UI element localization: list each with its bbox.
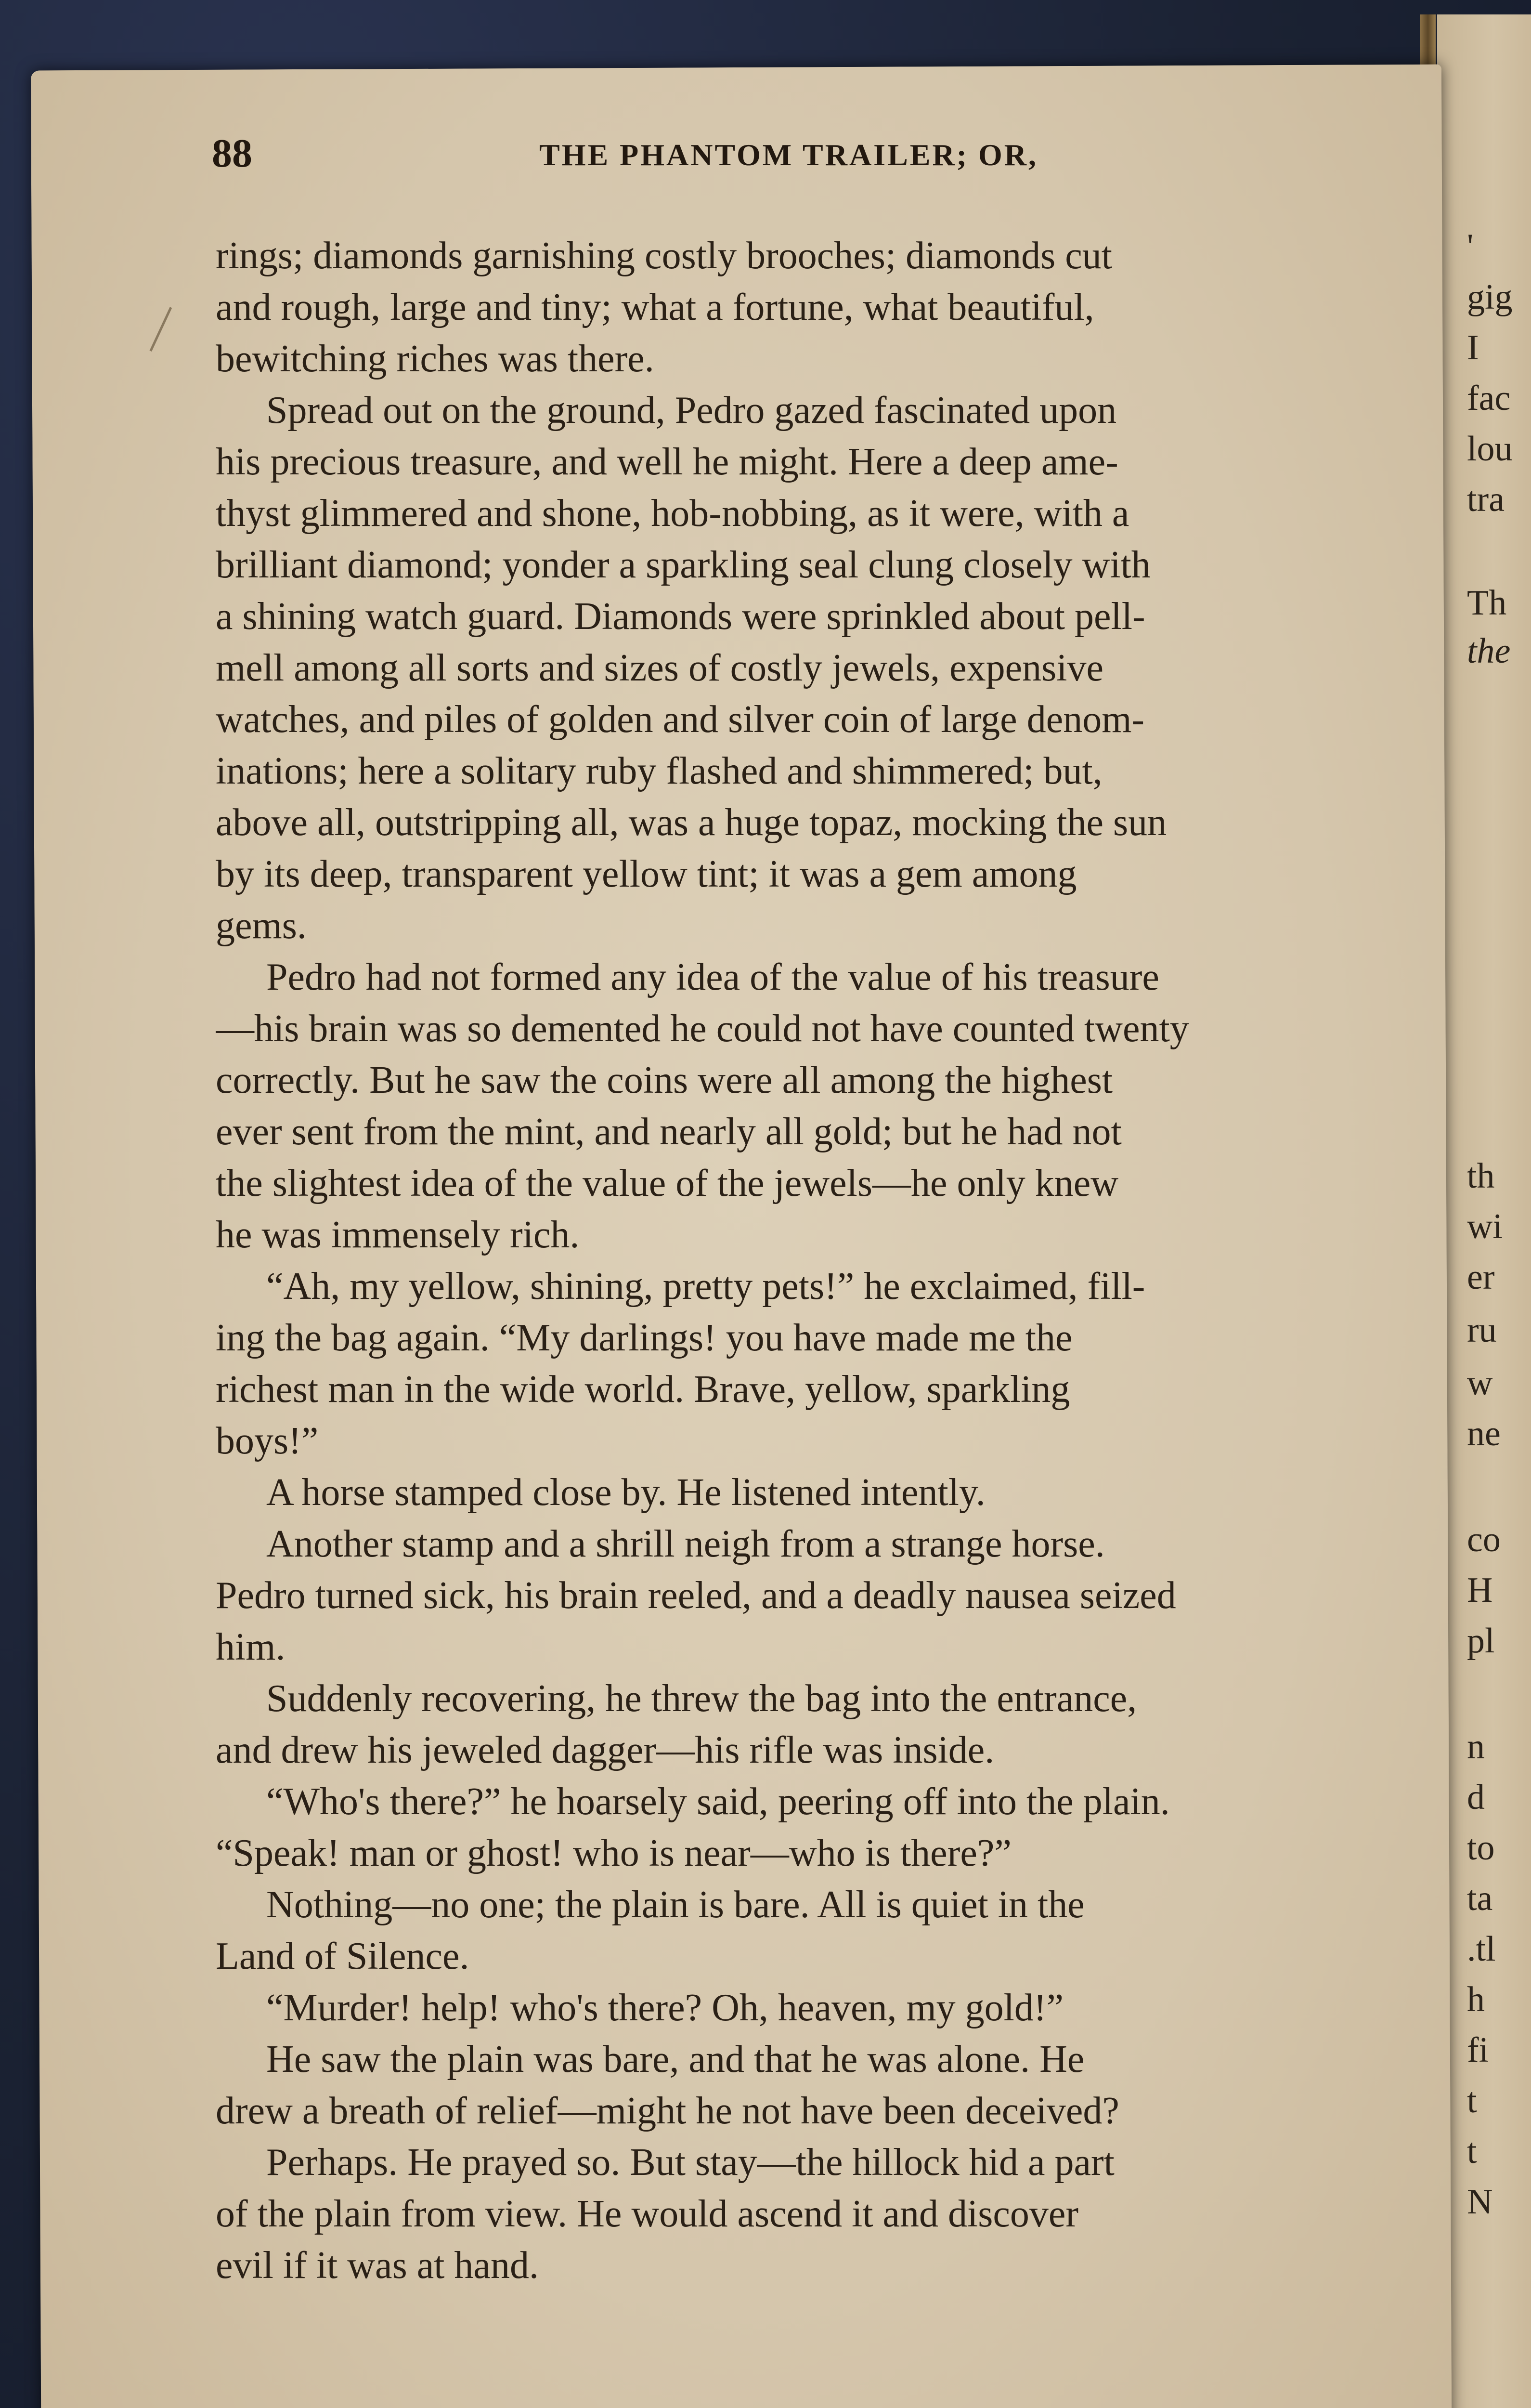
facing-page-fragment: th bbox=[1467, 1156, 1495, 1196]
facing-page-fragment: N bbox=[1467, 2182, 1493, 2222]
facing-page-fragment: co bbox=[1467, 1520, 1501, 1559]
facing-page-fragment: n bbox=[1467, 1727, 1485, 1767]
text-line: He saw the plain was bare, and that he was alone. He bbox=[266, 2038, 1085, 2081]
facing-page-fragment: ru bbox=[1467, 1310, 1497, 1350]
text-line: drew a breath of relief—might he not have been deceived? bbox=[216, 2090, 1119, 2132]
facing-page-fragment: the bbox=[1467, 631, 1511, 671]
facing-page-fragment: wi bbox=[1467, 1207, 1503, 1246]
text-line: A horse stamped close by. He listened intently. bbox=[266, 1471, 986, 1514]
text-line: the slightest idea of the value of the jewels—he only knew bbox=[216, 1162, 1119, 1204]
text-line: inations; here a solitary ruby flashed and shimmered; but, bbox=[216, 750, 1103, 792]
page-number: 88 bbox=[212, 131, 252, 176]
text-line: by its deep, transparent yellow tint; it was a gem among bbox=[216, 853, 1077, 895]
facing-page-fragment: er bbox=[1467, 1257, 1495, 1297]
facing-page-fragment: lou bbox=[1467, 429, 1513, 469]
text-line: “Speak! man or ghost! who is near—who is there?” bbox=[216, 1832, 1012, 1874]
facing-page-fragment: I bbox=[1467, 328, 1479, 367]
facing-page-fragment: gig bbox=[1467, 277, 1513, 317]
text-line: brilliant diamond; yonder a sparkling seal clung closely with bbox=[216, 544, 1151, 586]
text-line: he was immensely rich. bbox=[216, 1214, 580, 1256]
facing-page-fragment: t bbox=[1467, 2132, 1477, 2171]
facing-page-edge bbox=[1437, 14, 1531, 2408]
facing-page-fragment: fac bbox=[1467, 379, 1511, 418]
facing-page-fragment: .tl bbox=[1467, 1929, 1496, 1969]
text-line: and rough, large and tiny; what a fortune, what beautiful, bbox=[216, 286, 1094, 328]
facing-page-fragment: tra bbox=[1467, 480, 1505, 519]
text-line: —his brain was so demented he could not have counted twenty bbox=[216, 1008, 1189, 1050]
facing-page-fragment: w bbox=[1467, 1363, 1493, 1403]
text-line: Nothing—no one; the plain is bare. All is quiet in the bbox=[266, 1884, 1085, 1926]
text-line: evil if it was at hand. bbox=[216, 2244, 539, 2287]
facing-page-fragment: Th bbox=[1467, 583, 1507, 623]
text-line: ing the bag again. “My darlings! you have made me the bbox=[216, 1317, 1073, 1359]
facing-page-fragment: ne bbox=[1467, 1414, 1501, 1453]
facing-page-fragment: to bbox=[1467, 1828, 1495, 1868]
text-line: boys!” bbox=[216, 1420, 319, 1462]
text-line: correctly. But he saw the coins were all among the highest bbox=[216, 1059, 1113, 1101]
text-line: Perhaps. He prayed so. But stay—the hillock hid a part bbox=[266, 2141, 1115, 2184]
facing-page-fragment: ta bbox=[1467, 1879, 1493, 1918]
text-line: and drew his jeweled dagger—his rifle was inside. bbox=[216, 1729, 995, 1771]
facing-page-fragment: ' bbox=[1467, 227, 1474, 266]
body-text bbox=[216, 230, 1431, 2291]
text-line: Suddenly recovering, he threw the bag into the entrance, bbox=[266, 1677, 1137, 1720]
facing-page-fragment: h bbox=[1467, 1980, 1485, 2019]
text-line: “Murder! help! who's there? Oh, heaven, my gold!” bbox=[266, 1987, 1064, 2029]
facing-page-fragment: d bbox=[1467, 1778, 1485, 1817]
text-line: his precious treasure, and well he might. Here a deep ame- bbox=[216, 441, 1118, 483]
facing-page-fragment: t bbox=[1467, 2081, 1477, 2120]
text-line: Spread out on the ground, Pedro gazed fascinated upon bbox=[266, 389, 1117, 432]
running-head: THE PHANTOM TRAILER; OR, bbox=[539, 138, 1038, 172]
text-line: ever sent from the mint, and nearly all gold; but he had not bbox=[216, 1111, 1122, 1153]
text-line: above all, outstripping all, was a huge topaz, mocking the sun bbox=[216, 801, 1167, 844]
text-line: Pedro turned sick, his brain reeled, and a deadly nausea seized bbox=[216, 1574, 1176, 1617]
text-line: of the plain from view. He would ascend it and discover bbox=[216, 2193, 1079, 2235]
text-line: him. bbox=[216, 1626, 285, 1668]
text-line: Another stamp and a shrill neigh from a strange horse. bbox=[266, 1523, 1105, 1565]
text-line: mell among all sorts and sizes of costly jewels, expensive bbox=[216, 647, 1104, 689]
text-line: “Who's there?” he hoarsely said, peering off into the plain. bbox=[266, 1780, 1170, 1823]
text-line: “Ah, my yellow, shining, pretty pets!” he exclaimed, fill- bbox=[266, 1265, 1145, 1308]
text-line: watches, and piles of golden and silver coin of large denom- bbox=[216, 698, 1145, 741]
text-line: richest man in the wide world. Brave, yellow, sparkling bbox=[216, 1368, 1070, 1411]
text-line: bewitching riches was there. bbox=[216, 338, 654, 380]
text-line: rings; diamonds garnishing costly brooches; diamonds cut bbox=[216, 235, 1112, 277]
facing-page-fragment: H bbox=[1467, 1570, 1493, 1610]
text-line: a shining watch guard. Diamonds were sprinkled about pell- bbox=[216, 595, 1145, 638]
facing-page-fragment: fi bbox=[1467, 2030, 1489, 2070]
text-line: gems. bbox=[216, 904, 307, 947]
text-line: Pedro had not formed any idea of the value of his treasure bbox=[266, 956, 1159, 998]
text-line: thyst glimmered and shone, hob-nobbing, as it were, with a bbox=[216, 492, 1129, 535]
text-line: Land of Silence. bbox=[216, 1935, 469, 1977]
facing-page-fragment: pl bbox=[1467, 1621, 1495, 1661]
